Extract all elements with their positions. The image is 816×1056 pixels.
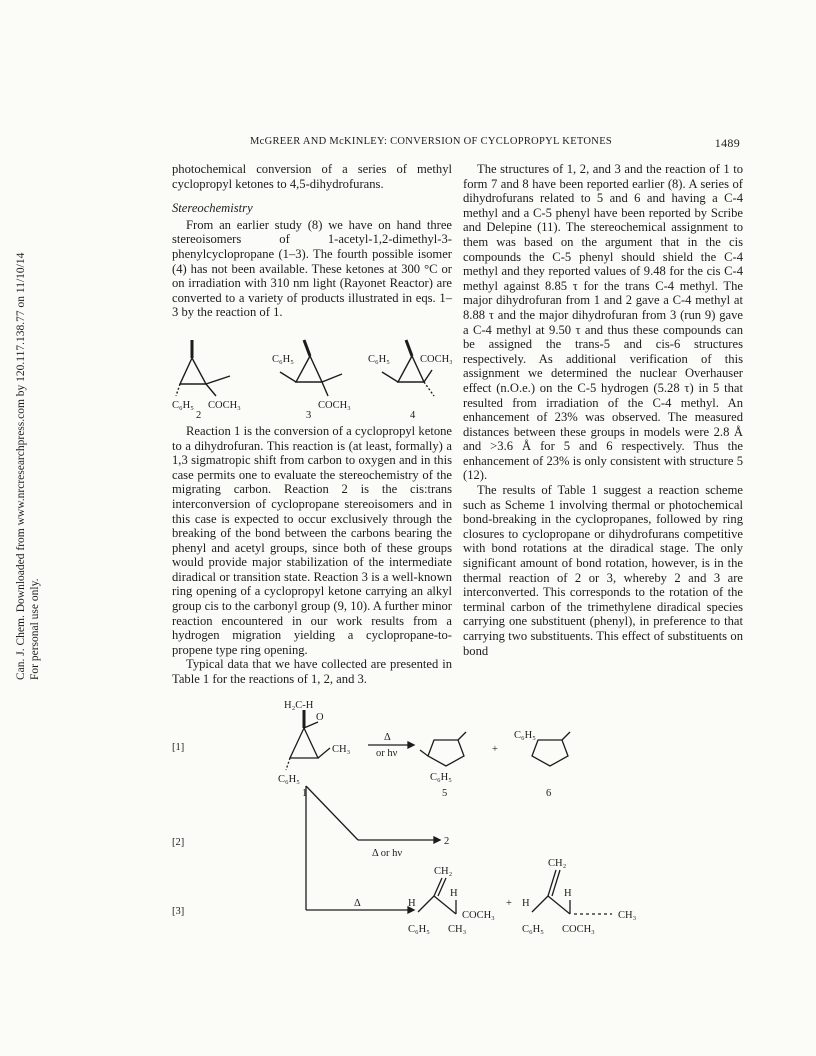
prod8-phenyl: C₆H₅ bbox=[522, 924, 544, 935]
paragraph-stereo: From an earlier study (8) we have on hand three stereoisomers of 1-acetyl-1,2-dimethyl-3-phenylcyclopropane (1–3). The fourth possible isomer (4) has not been available. These ketones at 300 °C or on irradiation with 310 nm light (Rayonet Reactor) are converted to a variety of products illustrated in eqs. 1–3 by the reaction of 1. bbox=[172, 217, 452, 320]
compound-1-number: 1 bbox=[302, 788, 308, 799]
s3-number: 3 bbox=[306, 409, 312, 418]
eq2-condition: Δ or hν bbox=[372, 848, 403, 859]
watermark-line-2: For personal use only. bbox=[29, 578, 41, 680]
plus-sign: + bbox=[492, 744, 498, 755]
prod5-phenyl: C₆H₅ bbox=[430, 772, 452, 783]
s4-phenyl: C₆H₅ bbox=[368, 353, 390, 365]
running-title: McGREER AND McKINLEY: CONVERSION OF CYCLOPROPYL KETONES bbox=[250, 136, 613, 147]
prod7-methyl: CH₃ bbox=[448, 924, 467, 935]
structures-2-3-4 bbox=[172, 326, 452, 418]
left-column bbox=[172, 162, 452, 687]
eq1-label: [1] bbox=[172, 742, 185, 753]
prod8-acetyl: COCH₃ bbox=[562, 924, 595, 935]
compound-2-number: 2 bbox=[444, 836, 450, 847]
eq2-label: [2] bbox=[172, 837, 185, 848]
reaction-scheme-drawing bbox=[172, 700, 732, 940]
running-header bbox=[250, 136, 740, 150]
paragraph-table-ref: Typical data that we have collected are presented in Table 1 for the reactions of 1, 2, and 3. bbox=[172, 657, 452, 687]
prod7-h1: H bbox=[408, 898, 416, 909]
prod7-h2: H bbox=[450, 888, 458, 899]
compound-6-number: 6 bbox=[546, 788, 552, 799]
eq3-heat: Δ bbox=[354, 898, 361, 909]
prod8-h1: H bbox=[522, 898, 530, 909]
carbonyl-oxygen: O bbox=[316, 712, 324, 723]
section-heading: Stereochemistry bbox=[172, 201, 253, 216]
s2-acetyl: COCH₃ bbox=[208, 399, 241, 411]
top-group: H₂C-H bbox=[284, 700, 314, 711]
prod8-h2: H bbox=[564, 888, 572, 899]
prod7-acetyl: COCH₃ bbox=[462, 910, 495, 921]
s4-acetyl: COCH₃ bbox=[420, 353, 452, 365]
paragraph-intro: photochemical conversion of a series of methyl cyclopropyl ketones to 4,5-dihydrofurans. bbox=[172, 162, 452, 191]
cyclopropane-structures bbox=[172, 326, 452, 418]
eq1-light: or hν bbox=[376, 748, 398, 759]
methyl-label: CH₃ bbox=[332, 744, 351, 755]
paragraph-scheme: The results of Table 1 suggest a reaction scheme such as Scheme 1 involving thermal or photochemical bond-breaking in the cyclopropanes, followed by ring closures to cyclopropane or dihydrofurans competitive with bond rotations at the diradical stage. The only significant amount of bond rotation, however, is in the thermal reaction of 2 or 3, whereby 2 and 3 are interconverted. This corresponds to the rotation of the terminal carbon of the trimethylene diradical species carrying one substituent (phenyl), in preference to that carrying two substituents. This effect of substituents on bond bbox=[463, 483, 743, 658]
prod7-phenyl: C₆H₅ bbox=[408, 924, 430, 935]
prod8-methyl: CH₃ bbox=[618, 910, 637, 921]
compound-5-number: 5 bbox=[442, 788, 448, 799]
s3-phenyl: C₆H₅ bbox=[272, 353, 294, 365]
watermark-line-1: Can. J. Chem. Downloaded from www.nrcresearchpress.com by 120.117.138.77 on 11/10/14 bbox=[15, 252, 27, 680]
s2-phenyl: C₆H₅ bbox=[172, 399, 194, 411]
right-column bbox=[463, 162, 743, 658]
reaction-scheme bbox=[172, 700, 732, 940]
paragraph-structures: The structures of 1, 2, and 3 and the reaction of 1 to form 7 and 8 have been reported earlier (8). A series of dihydrofurans related to 5 and 6 and having a C-4 methyl and a C-5 phenyl have been reported by Scribe and Delepine (11). The stereochemical assignment to them was based on the argument that in the cis compounds the C-5 phenyl should shield the C-4 methyl and they reported values of 9.48 for the cis C-4 methyl against 8.85 τ for the trans C-4 methyl. The major dihydrofuran from 1 and 2 gave a C-4 methyl at 8.88 τ and the major dihydrofuran from 3 (run 9) gave a C-4 methyl at 9.50 τ and thus these compounds can be assigned the trans-5 and cis-6 structures respectively. As additional verification of this assignment we determined the nuclear Overhauser effect (n.O.e.) on the C-5 hydrogen (5.28 τ) in 5 that resulted from irradiation of the C-4 methyl. An enhancement of 23% was observed. The measured distances between these groups in models were 2.8 Å and >3.6 Å for 5 and 6 respectively. Thus the enhancement of 23% is only consistent with structure 5 (12). bbox=[463, 162, 743, 483]
prod8-ch2: CH₂ bbox=[548, 858, 567, 869]
s4-number: 4 bbox=[410, 409, 416, 418]
eq3-label: [3] bbox=[172, 906, 185, 917]
phenyl-label: C₆H₅ bbox=[278, 774, 300, 785]
download-watermark bbox=[0, 252, 41, 680]
prod6-phenyl: C₆H₅ bbox=[514, 730, 536, 741]
s3-acetyl: COCH₃ bbox=[318, 399, 351, 411]
paragraph-reactions: Reaction 1 is the conversion of a cyclopropyl ketone to a dihydrofuran. This reaction is (at least, formally) a 1,3 sigmatropic shift from carbon to oxygen and in this case permits one to evaluate the stereochemistry of the migrating carbon. Reaction 2 is the cis:trans interconversion of cyclopropane stereoisomers and in this case is expected to occur exclusively through the breaking of the bond between the carbons bearing the phenyl and acetyl groups, since both of these groups would provide major stabilization of the intermediate diradical or transition state. Reaction 3 is a well-known ring opening of a cyclopropyl ketone carrying an alkyl group cis to the carbonyl group (9, 10). A further minor reaction encountered in our work results from a hydrogen migration yielding a cyclopropane-to-propene type ring opening. bbox=[172, 423, 452, 657]
plus-sign-2: + bbox=[506, 898, 512, 909]
prod7-ch2: CH₂ bbox=[434, 866, 453, 877]
eq1-heat: Δ bbox=[384, 732, 391, 743]
s2-number: 2 bbox=[196, 409, 202, 418]
page-number: 1489 bbox=[714, 136, 740, 150]
